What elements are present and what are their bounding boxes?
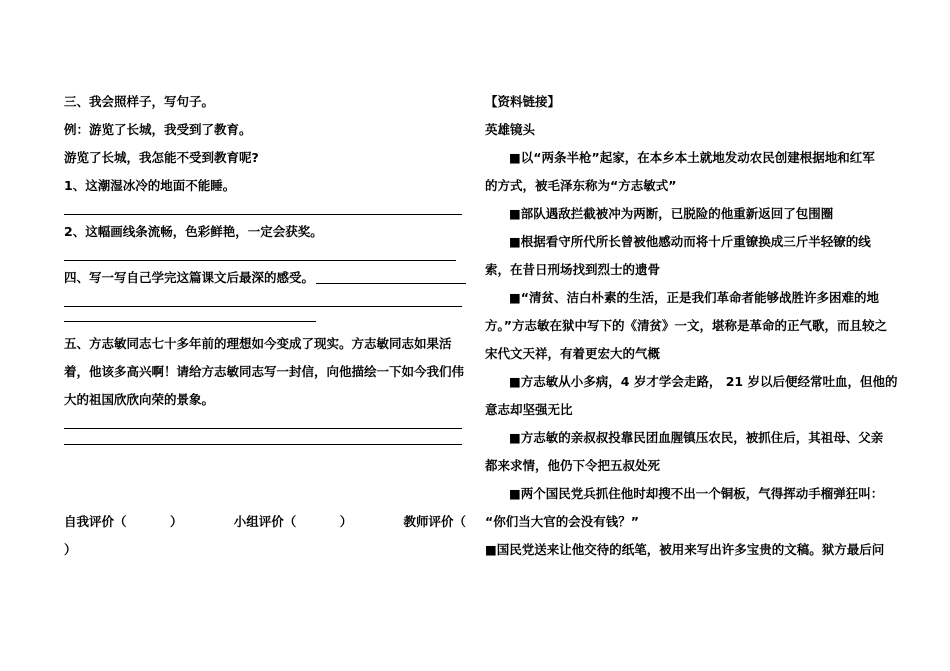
- bullet-1-line-1: ■以“两条半枪”起家，在本乡本土就地发动农民创建根据地和红军: [509, 150, 875, 165]
- bullet-1-line-2: 的方式，被毛泽东称为“方志敏式”: [485, 178, 677, 193]
- bullet-7-line-1: ■两个国民党兵抓住他时却搜不出一个铜板，气得挥动手榴弹狂叫：: [509, 486, 884, 501]
- bullet-4-line-1: ■“清贫、洁白朴素的生活，正是我们革命者能够战胜许多困难的地: [509, 290, 880, 305]
- teacher-evaluation[interactable]: 教师评价（: [403, 514, 466, 529]
- evaluation-row: [64, 508, 466, 536]
- bullet-6-line-1: ■方志敏的亲叔叔投靠民团血腥镇压农民，被抓住后，其祖母、父亲: [509, 430, 884, 445]
- bullet-2: ■部队遇敌拦截被冲为两断，已脱险的他重新返回了包围圈: [509, 206, 834, 221]
- bullet-5-line-1: ■方志敏从小多病，4 岁才学会走路， 21 岁以后便经常吐血，但他的: [509, 374, 898, 389]
- right-column: [485, 88, 898, 564]
- section5-line-2: 着，他该多高兴啊！请给方志敏同志写一封信，向他描绘一下如今我们伟: [64, 364, 465, 379]
- answer-line-2[interactable]: [64, 260, 456, 261]
- bullet-3-line-2: 索，在昔日刑场找到烈士的遗骨: [485, 262, 661, 277]
- bullet-5-line-2: 意志却坚强无比: [485, 402, 573, 417]
- evaluation-close: ）: [64, 542, 77, 557]
- answer-line-4a[interactable]: [316, 271, 466, 284]
- left-column: [64, 88, 466, 564]
- question-2: 2、这幅画线条流畅，色彩鲜艳，一定会获奖。: [64, 224, 323, 239]
- section4-prompt: [64, 264, 466, 292]
- hero-shots-subheader: 英雄镜头: [485, 122, 536, 137]
- section5-line-1: 五、方志敏同志七十多年前的理想如今变成了现实。方志敏同志如果活: [64, 336, 452, 351]
- bullet-7-line-2: “你们当大官的会没有钱？”: [485, 514, 639, 529]
- bullet-8: ■国民党送来让他交待的纸笔，被用来写出许多宝贵的文稿。狱方最后问: [485, 542, 885, 557]
- section4-text: 四、写一写自己学完这篇课文后最深的感受。: [64, 270, 315, 285]
- bullet-3-line-1: ■根据看守所代所长曾被他感动而将十斤重镣换成三斤半轻镣的线: [509, 234, 871, 249]
- self-evaluation[interactable]: 自我评价（ ）: [64, 514, 183, 529]
- bullet-4-line-2: 方。”方志敏在狱中写下的《清贫》一文，堪称是革命的正气歌，而且较之: [485, 318, 887, 333]
- example-sentence: 例：游览了长城，我受到了教育。: [64, 122, 252, 137]
- bullet-6-line-2: 都来求情，他仍下令把五叔处死: [485, 458, 661, 473]
- example-answer: 游览了长城，我怎能不受到教育呢?: [64, 150, 259, 165]
- resource-link-header: 【资料链接】: [485, 94, 561, 109]
- answer-line-1[interactable]: [64, 214, 462, 215]
- section5-line-3: 大的祖国欣欣向荣的景象。: [64, 392, 215, 407]
- question-1: 1、这潮湿冰冷的地面不能睡。: [64, 178, 236, 193]
- group-evaluation[interactable]: 小组评价（ ）: [233, 514, 353, 529]
- section3-heading: 三、我会照样子，写句子。: [64, 94, 215, 109]
- bullet-4-line-3: 宋代文天祥，有着更宏大的气概: [485, 346, 661, 361]
